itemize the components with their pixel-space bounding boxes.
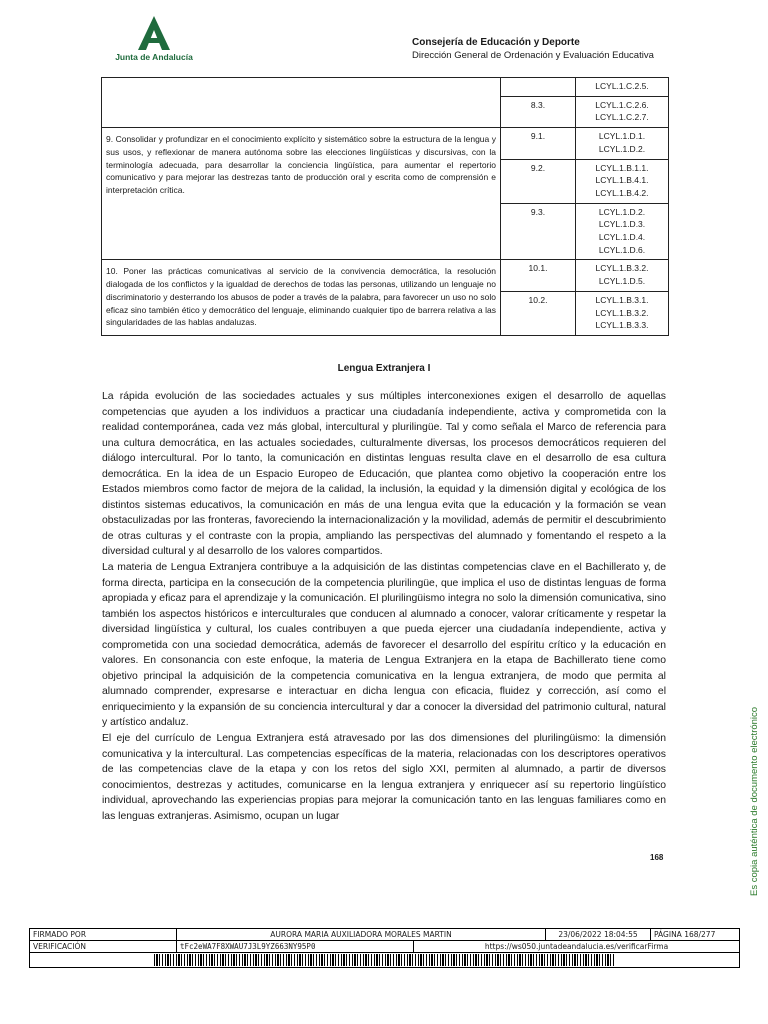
basic-knowledge-code: LCYL.1.B.4.1. <box>595 175 649 186</box>
criterion-number: 9.2. <box>501 159 576 203</box>
signature-footer <box>29 928 740 968</box>
table-row <box>102 78 669 97</box>
junta-andalucia-logo-mark <box>104 14 204 52</box>
criterion-codes <box>576 260 669 291</box>
criterion-codes <box>576 291 669 335</box>
verification-code: tFc2eWA7F8XWAU7J3L9YZ663NY95P0 <box>177 941 414 953</box>
criterion-codes <box>576 128 669 159</box>
basic-knowledge-code: LCYL.1.B.1.1. <box>595 162 649 173</box>
signer-name: AURORA MARIA AUXILIADORA MORALES MARTIN <box>177 929 546 941</box>
basic-knowledge-code: LCYL.1.D.1. <box>598 131 646 142</box>
criterion-number: 8.3. <box>501 96 576 127</box>
barcode-row <box>30 953 740 968</box>
criterion-codes <box>576 203 669 260</box>
criterion-number: 9.1. <box>501 128 576 159</box>
verification-label: VERIFICACIÓN <box>30 941 177 953</box>
header-organization <box>412 37 654 61</box>
basic-knowledge-code: LCYL.1.D.4. <box>598 232 646 243</box>
junta-logo <box>104 14 204 66</box>
basic-knowledge-code: LCYL.1.D.6. <box>598 244 646 255</box>
logo-text: Junta de Andalucía <box>115 52 193 62</box>
basic-knowledge-code: LCYL.1.B.3.2. <box>595 263 649 274</box>
signature-date: 23/06/2022 18:04:55 <box>546 929 651 941</box>
criterion-codes <box>576 78 669 97</box>
competency-description <box>102 78 501 128</box>
page-number: 168 <box>650 853 664 862</box>
basic-knowledge-code: LCYL.1.D.5. <box>598 276 646 287</box>
criterion-number: 10.1. <box>501 260 576 291</box>
competency-description: 9. Consolidar y profundizar en el conocimiento explícito y sistemático sobre la estructura de la lengua y sus usos, y reflexionar de manera autónoma sobre las elecciones lingüísticas y discursivas, con la terminología adecuada, para desarrollar la conciencia lingüística, para aumentar el repertorio comunicativo y para mejorar las destrezas tanto de producción oral y escrita como de comprensión e interpretación crítica. <box>102 128 501 260</box>
verification-row <box>30 941 740 953</box>
basic-knowledge-code: LCYL.1.C.2.7. <box>595 112 649 123</box>
paragraph: El eje del currículo de Lengua Extranjera está atravesado por las dos dimensiones del plurilingüismo: la dimensión comunicativa y la intercultural. Las competencias específicas de la materia, relacionadas con los descriptores operativos de las competencias clave de la etapa y con los retos del siglo XXI, permiten al alumnado, a partir de diversos conocimientos, destrezas y actitudes, comunicarse en la lengua extranjera y enriquecer así su repertorio lingüístico individual, aprovechando las experiencias propias para mejorar la comunicación tanto en las lenguas familiares como en las lenguas extranjeras. Asimismo, ocupan un lugar <box>102 733 666 822</box>
authenticity-note: Es copia auténtica de documento electrónico <box>749 706 760 896</box>
section-title: Lengua Extranjera I <box>337 363 431 374</box>
criterion-codes <box>576 159 669 203</box>
basic-knowledge-code: LCYL.1.C.2.6. <box>595 99 649 110</box>
criterion-codes <box>576 96 669 127</box>
basic-knowledge-code: LCYL.1.B.3.3. <box>595 320 649 331</box>
basic-knowledge-code: LCYL.1.B.3.2. <box>595 307 649 318</box>
table-row <box>102 128 669 159</box>
page-count: PÁGINA 168/277 <box>651 929 740 941</box>
table-row <box>102 260 669 291</box>
basic-knowledge-code: LCYL.1.D.2. <box>598 143 646 154</box>
competency-description: 10. Poner las prácticas comunicativas al servicio de la convivencia democrática, la resolución dialogada de los conflictos y la igualdad de derechos de todas las personas, utilizando un lenguaje no discriminatorio y desterrando los abusos de poder a través de la palabra, para favorecer un uso no solo eficaz sino también ético y democrático del lenguaje, eliminando cualquier tipo de barrera relativa a las singularidades de las hablas andaluzas. <box>102 260 501 336</box>
signature-row <box>30 929 740 941</box>
paragraph: La rápida evolución de las sociedades actuales y sus múltiples interconexiones exigen el desarrollo de aquellas competencias que ayuden a los individuos a practicar una ciudadanía independiente, activa y comprometida con la realidad contemporánea, cada vez más global, intercultural y plurilingüe. Tal y como señala el Marco de referencia para una cultura democrática, en las actuales sociedades, culturalmente diversas, los procesos democráticos requieren del diálogo intercultural. Por lo tanto, la comunicación en distintas lenguas resulta clave en el desarrollo de esa cultura democrática. En la idea de un Espacio Europeo de Educación, que plantea como objetivo la cooperación entre los Estados miembros como factor de mejora de la calidad, la inclusión, la equidad y la dimensión digital y ecológica de los distintos sistemas educativos, la comunicación en más de una lengua evita que la educación y la formación se vean obstaculizadas por las fronteras, favoreciendo la internacionalización y la movilidad, además de permitir el descubrimiento de otras culturas y el contraste con la propia, ampliando las perspectivas del alumnado y fomentando el respeto a la diversidad cultural y al desarrollo de los valores compartidos. <box>102 391 666 558</box>
verification-url[interactable]: https://ws050.juntadeandalucia.es/verificarFirma <box>414 941 740 953</box>
competency-table <box>101 77 669 336</box>
criterion-number: 9.3. <box>501 203 576 260</box>
paragraph: La materia de Lengua Extranjera contribuye a la adquisición de las distintas competencias clave en el Bachillerato y, de forma directa, participa en la consecución de la competencia plurilingüe, que implica el uso de distintas lenguas de forma apropiada y eficaz para el aprendizaje y la comunicación. El plurilingüismo integra no solo la dimensión comunicativa, sino también los aspectos históricos e interculturales que conducen al alumnado a conocer, valorar críticamente y respetar la diversidad lingüística y cultural, los cuales contribuyen a que pueda ejercer una ciudadanía independiente, activa y comprometida con una sociedad democrática, además de favorecer el desarrollo del espíritu crítico y la educación en valores. En consonancia con este enfoque, la materia de Lengua Extranjera en la etapa de Bachillerato tiene como objetivo principal la adquisición de la competencia comunicativa en la lengua extranjera, de modo que permita al alumnado comprender, expresarse e interactuar en dicha lengua con eficacia, fluidez y corrección, así como el enriquecimiento y la expansión de su conciencia intercultural y dar a conocer la diversidad del patrimonio cultural, natural y artístico andaluz. <box>102 562 666 729</box>
signed-label: FIRMADO POR <box>30 929 177 941</box>
basic-knowledge-code: LCYL.1.B.4.2. <box>595 187 649 198</box>
basic-knowledge-code: LCYL.1.C.2.5. <box>595 81 649 91</box>
criterion-number: 10.2. <box>501 291 576 335</box>
barcode <box>154 954 616 966</box>
basic-knowledge-code: LCYL.1.D.2. <box>598 206 646 217</box>
criterion-number <box>501 78 576 97</box>
body-text <box>102 389 666 824</box>
basic-knowledge-code: LCYL.1.B.3.1. <box>595 294 649 305</box>
basic-knowledge-code: LCYL.1.D.3. <box>598 219 646 230</box>
org-line-1: Consejería de Educación y Deporte <box>412 37 580 48</box>
org-line-2: Dirección General de Ordenación y Evaluación Educativa <box>412 50 654 61</box>
